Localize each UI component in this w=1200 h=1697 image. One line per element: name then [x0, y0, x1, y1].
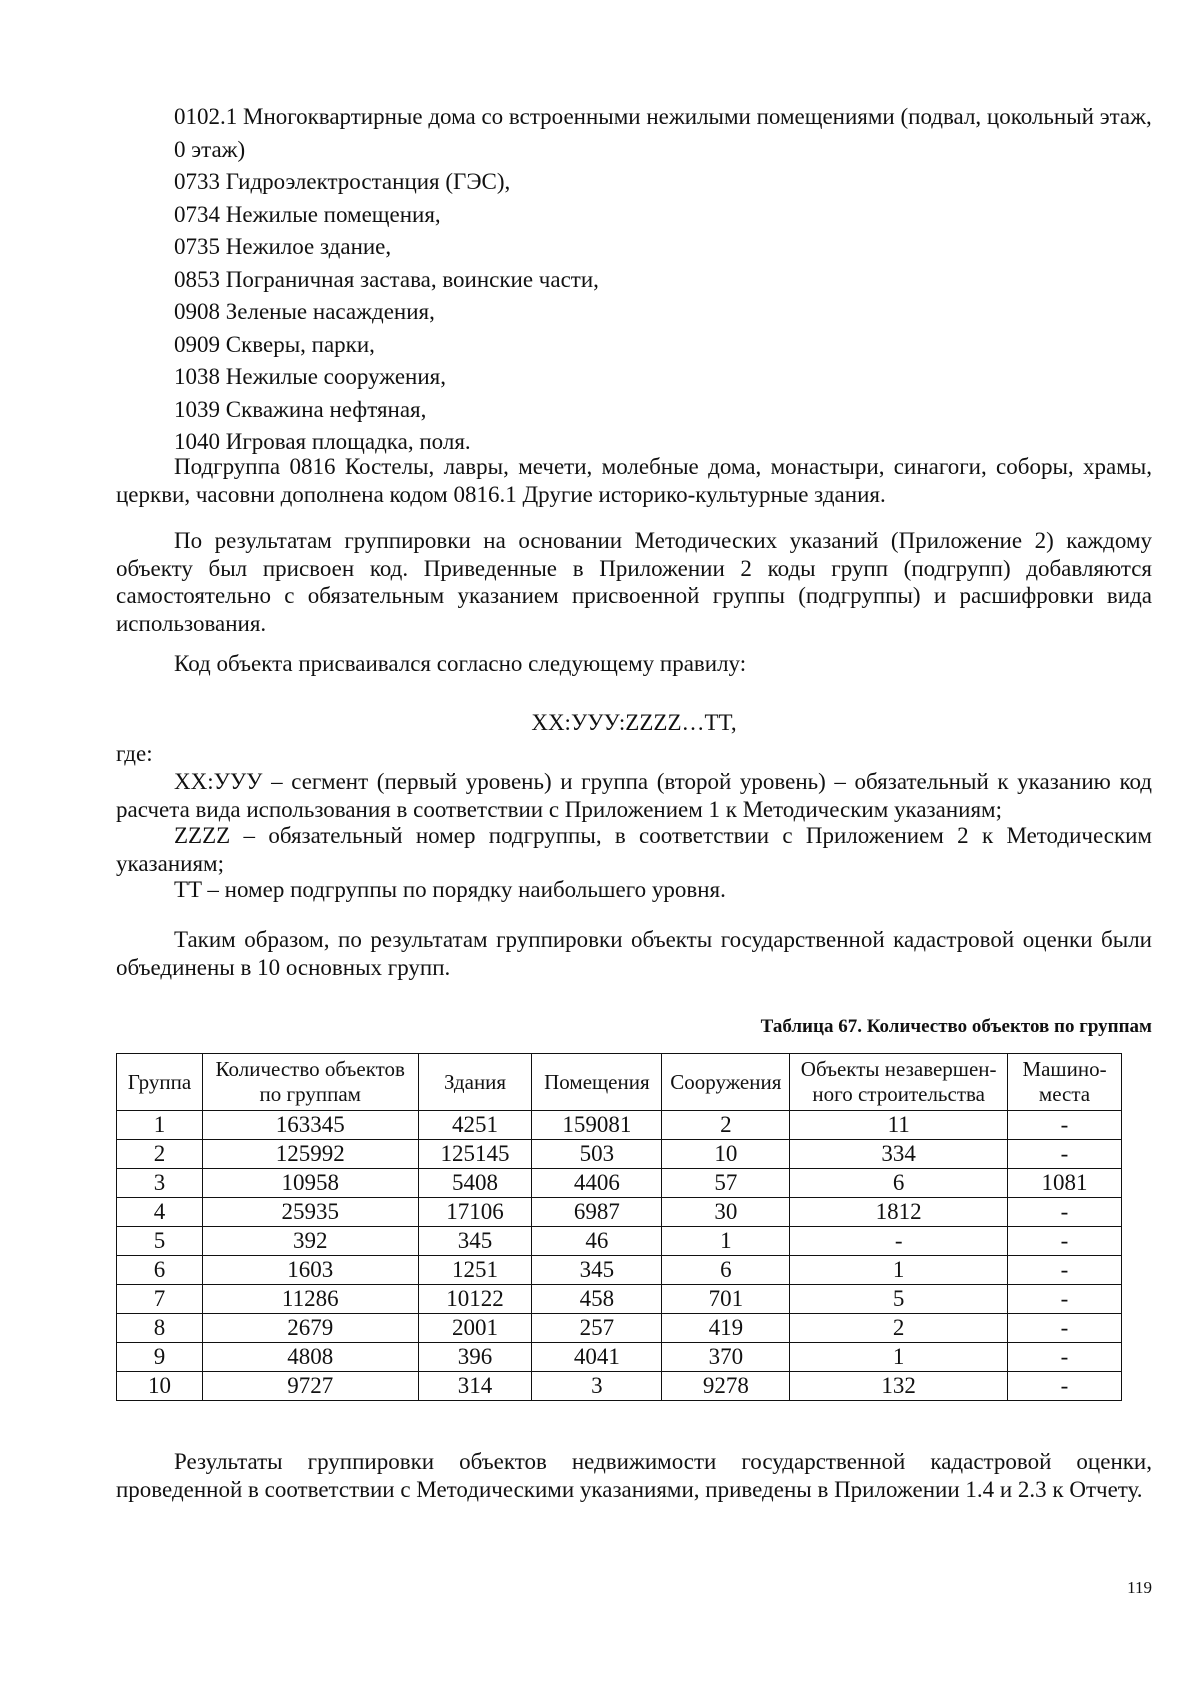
table-cell: 9	[117, 1343, 203, 1372]
table-cell: 5408	[418, 1169, 532, 1198]
table-cell: 6	[790, 1169, 1008, 1198]
table-cell: 125992	[202, 1140, 418, 1169]
table-cell: 6987	[532, 1198, 662, 1227]
code-item: 1040 Игровая площадка, поля.	[174, 429, 471, 454]
table-cell: 8	[117, 1314, 203, 1343]
table-cell: 57	[662, 1169, 790, 1198]
code-list	[174, 101, 1152, 459]
table-cell: 11286	[202, 1285, 418, 1314]
header-buildings: Здания	[418, 1054, 532, 1111]
table-cell: 1251	[418, 1256, 532, 1285]
table-cell: 345	[418, 1227, 532, 1256]
table-cell: -	[1008, 1314, 1122, 1343]
table-row	[117, 1314, 1122, 1343]
table-row	[117, 1140, 1122, 1169]
code-item: 1038 Нежилые сооружения,	[174, 364, 447, 389]
table-cell: 396	[418, 1343, 532, 1372]
table-cell: 163345	[202, 1111, 418, 1140]
table-cell: 125145	[418, 1140, 532, 1169]
groups-table	[116, 1053, 1122, 1401]
table-cell: 2001	[418, 1314, 532, 1343]
code-item: 0735 Нежилое здание,	[174, 234, 392, 259]
table-cell: 458	[532, 1285, 662, 1314]
paragraph-grouping: По результатам группировки на основании Методических указаний (Приложение 2) каждому объекту был присвоен код. Приведенные в Приложении 2 коды групп (подгрупп) добавляются самостоятельно с обязательным указанием присвоенной группы (подгруппы) и расшифровки вида использования.	[116, 528, 1152, 636]
table-cell: 25935	[202, 1198, 418, 1227]
table-cell: 10958	[202, 1169, 418, 1198]
table-header-row	[117, 1054, 1122, 1111]
table-cell: 1812	[790, 1198, 1008, 1227]
definition-zzzz: ZZZZ – обязательный номер подгруппы, в соответствии с Приложением 2 к Методическим указаниям;	[116, 823, 1152, 876]
table-cell: 4808	[202, 1343, 418, 1372]
table-cell: 701	[662, 1285, 790, 1314]
paragraph-code-rule: Код объекта присваивался согласно следующему правилу:	[174, 651, 747, 676]
table-cell: 4041	[532, 1343, 662, 1372]
table-cell: -	[1008, 1285, 1122, 1314]
table-cell: -	[1008, 1343, 1122, 1372]
code-item: 0733 Гидроэлектростанция (ГЭС),	[174, 169, 511, 194]
table-row	[117, 1285, 1122, 1314]
table-row	[117, 1343, 1122, 1372]
paragraph-result: Таким образом, по результатам группировки объекты государственной кадастровой оценки были объединены в 10 основных групп.	[116, 927, 1152, 980]
table-cell: 11	[790, 1111, 1008, 1140]
table-cell: 1081	[1008, 1169, 1122, 1198]
table-cell: -	[1008, 1198, 1122, 1227]
table-cell: -	[1008, 1372, 1122, 1401]
table-row	[117, 1372, 1122, 1401]
table-cell: -	[1008, 1256, 1122, 1285]
table-cell: 392	[202, 1227, 418, 1256]
table-cell: -	[1008, 1227, 1122, 1256]
table-cell: 1	[117, 1111, 203, 1140]
header-parking: Машино-места	[1008, 1054, 1122, 1111]
table-cell: 4406	[532, 1169, 662, 1198]
table-cell: 9278	[662, 1372, 790, 1401]
table-cell: 132	[790, 1372, 1008, 1401]
table-cell: 314	[418, 1372, 532, 1401]
table-cell: 334	[790, 1140, 1008, 1169]
code-item: 1039 Скважина нефтяная,	[174, 396, 427, 422]
table-cell: 4251	[418, 1111, 532, 1140]
table-caption: Таблица 67. Количество объектов по группам	[760, 1016, 1152, 1037]
header-premises: Помещения	[532, 1054, 662, 1111]
table-row	[117, 1198, 1122, 1227]
paragraph-final: Результаты группировки объектов недвижимости государственной кадастровой оценки, проведенной в соответствии с Методическими указаниями, приведены в Приложении 1.4 и 2.3 к Отчету.	[116, 1449, 1152, 1502]
table-cell: 503	[532, 1140, 662, 1169]
table-cell: 6	[117, 1256, 203, 1285]
table-cell: -	[1008, 1140, 1122, 1169]
table-cell: 2	[117, 1140, 203, 1169]
where-label: где:	[116, 741, 153, 766]
table-cell: 1603	[202, 1256, 418, 1285]
table-row	[117, 1169, 1122, 1198]
table-cell: 9727	[202, 1372, 418, 1401]
table-cell: 159081	[532, 1111, 662, 1140]
table-cell: 2	[790, 1314, 1008, 1343]
table-row	[117, 1256, 1122, 1285]
table-row	[117, 1227, 1122, 1256]
code-item: 0734 Нежилые помещения,	[174, 201, 441, 227]
table-cell: 257	[532, 1314, 662, 1343]
table-cell: 10122	[418, 1285, 532, 1314]
header-count: Количество объектов по группам	[202, 1054, 418, 1111]
table-cell: 1	[662, 1227, 790, 1256]
table-cell: -	[790, 1227, 1008, 1256]
table-cell: 7	[117, 1285, 203, 1314]
table-cell: 10	[662, 1140, 790, 1169]
definition-xx: XX:УУУ – сегмент (первый уровень) и группа (второй уровень) – обязательный к указанию код расчета вида использования в соответствии с Приложением 1 к Методическим указаниям;	[116, 769, 1152, 822]
definition-tt: TT – номер подгруппы по порядку наибольшего уровня.	[174, 877, 726, 902]
table-cell: 10	[117, 1372, 203, 1401]
table-cell: 3	[117, 1169, 203, 1198]
table-cell: 1	[790, 1343, 1008, 1372]
header-structures: Сооружения	[662, 1054, 790, 1111]
table-row	[117, 1111, 1122, 1140]
table-cell: 370	[662, 1343, 790, 1372]
table-cell: 30	[662, 1198, 790, 1227]
header-unfinished: Объекты незавершен-ного строительства	[790, 1054, 1008, 1111]
page-number: 119	[1127, 1578, 1152, 1597]
table-cell: 4	[117, 1198, 203, 1227]
subgroup-note: Подгруппа 0816 Костелы, лавры, мечети, молебные дома, монастыри, синагоги, соборы, храмы, церкви, часовни дополнена кодом 0816.1 Другие историко-культурные здания.	[116, 454, 1152, 507]
code-formula: XX:УУУ:ZZZZ…TT,	[531, 710, 737, 735]
table-cell: 3	[532, 1372, 662, 1401]
table-cell: 419	[662, 1314, 790, 1343]
code-item: 0102.1 Многоквартирные дома со встроенными нежилыми помещениями (подвал, цокольный этаж, 0 этаж)	[174, 104, 1152, 162]
table-cell: 6	[662, 1256, 790, 1285]
table-cell: -	[1008, 1111, 1122, 1140]
code-item: 0909 Скверы, парки,	[174, 331, 375, 357]
table-cell: 5	[790, 1285, 1008, 1314]
code-item: 0853 Пограничная застава, воинские части,	[174, 266, 599, 292]
table-cell: 2	[662, 1111, 790, 1140]
table-cell: 345	[532, 1256, 662, 1285]
table-cell: 17106	[418, 1198, 532, 1227]
header-group: Группа	[117, 1054, 203, 1111]
code-item: 0908 Зеленые насаждения,	[174, 299, 435, 324]
table-cell: 46	[532, 1227, 662, 1256]
table-cell: 5	[117, 1227, 203, 1256]
table-cell: 2679	[202, 1314, 418, 1343]
table-cell: 1	[790, 1256, 1008, 1285]
